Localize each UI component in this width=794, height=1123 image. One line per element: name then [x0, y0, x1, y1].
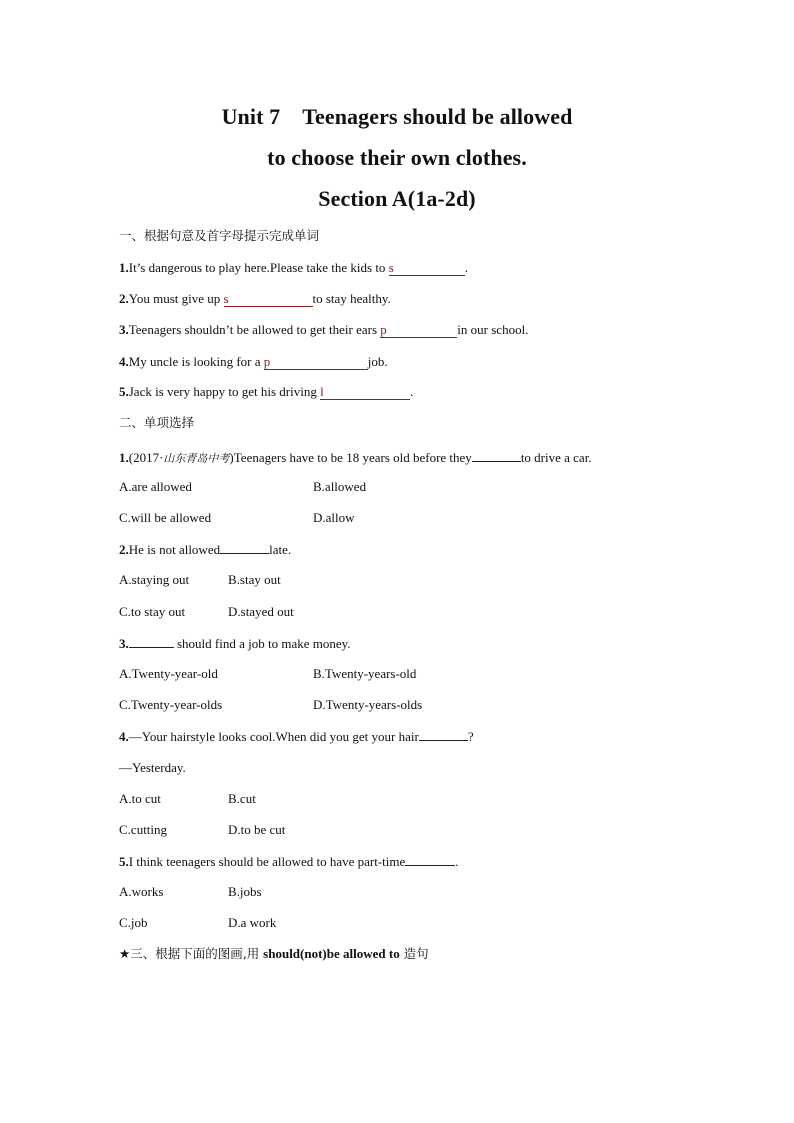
- item-number: 3.: [119, 322, 129, 337]
- source-close: ): [229, 450, 234, 465]
- option-d[interactable]: D.Twenty-years-olds: [313, 697, 423, 712]
- item-text-end: to stay healthy.: [312, 291, 391, 306]
- source-open: (2017·: [128, 450, 164, 465]
- option-a[interactable]: A.Twenty-year-old: [119, 666, 218, 681]
- question-text: He is not allowed: [128, 542, 221, 557]
- question-5: [119, 853, 459, 870]
- part1-item-5: [119, 384, 413, 400]
- question-number: 4.: [119, 729, 129, 744]
- part3-heading-cn-end: 造句: [399, 946, 429, 961]
- answer-blank[interactable]: [224, 292, 313, 307]
- part1-item-3: [119, 322, 528, 338]
- initial-letter-hint: l: [320, 384, 324, 399]
- part1-item-4: [119, 354, 388, 370]
- question-text-end: late.: [269, 542, 292, 557]
- question-text-end: to drive a car.: [520, 450, 592, 465]
- item-text-end: job.: [367, 354, 388, 369]
- answer-blank[interactable]: [419, 728, 468, 741]
- option-b[interactable]: B.allowed: [313, 479, 367, 494]
- item-text-end: .: [410, 384, 414, 399]
- option-a[interactable]: A.staying out: [119, 572, 190, 587]
- item-text: My uncle is looking for a: [128, 354, 264, 369]
- star-icon: ★: [119, 946, 131, 961]
- title-text-1: Teenagers should be allowed: [302, 104, 573, 129]
- answer-blank[interactable]: [264, 355, 368, 370]
- item-text-end: in our school.: [457, 322, 529, 337]
- item-text-end: .: [464, 260, 468, 275]
- option-c[interactable]: C.Twenty-year-olds: [119, 697, 223, 712]
- part3-heading-cn: 三、根据下面的图画,用: [130, 946, 264, 961]
- option-a[interactable]: A.are allowed: [119, 479, 192, 494]
- title-line-1: [0, 104, 794, 130]
- option-b[interactable]: B.cut: [228, 791, 256, 806]
- item-text: Jack is very happy to get his driving: [128, 384, 321, 399]
- part3-heading-en: should(not)be allowed to: [263, 946, 400, 961]
- item-number: 5.: [119, 384, 129, 399]
- answer-blank[interactable]: [129, 635, 174, 648]
- option-b[interactable]: B.jobs: [228, 884, 262, 899]
- option-a[interactable]: A.works: [119, 884, 164, 899]
- answer-blank[interactable]: [472, 449, 521, 462]
- unit-label: Unit 7: [221, 104, 281, 129]
- option-b[interactable]: B.Twenty-years-old: [313, 666, 417, 681]
- option-c[interactable]: C.cutting: [119, 822, 168, 837]
- part1-heading: 一、根据句意及首字母提示完成单词: [119, 228, 320, 243]
- initial-letter-hint: s: [223, 291, 229, 306]
- option-d[interactable]: D.to be cut: [228, 822, 286, 837]
- question-4: [119, 728, 474, 745]
- option-d[interactable]: D.allow: [313, 510, 355, 525]
- question-3: [119, 635, 351, 652]
- part1-item-1: [119, 260, 468, 276]
- option-c[interactable]: C.job: [119, 915, 148, 930]
- answer-blank[interactable]: [320, 385, 410, 400]
- question-text: —Your hairstyle looks cool.When did you get your hair: [128, 729, 419, 744]
- question-text: Teenagers have to be 18 years old before they: [233, 450, 472, 465]
- option-c[interactable]: C.will be allowed: [119, 510, 212, 525]
- question-text-end: .: [455, 854, 459, 869]
- question-2: [119, 541, 291, 558]
- item-text: It’s dangerous to play here.Please take the kids to: [128, 260, 389, 275]
- title-line-2: to choose their own clothes.: [267, 145, 527, 170]
- option-d[interactable]: D.stayed out: [228, 604, 294, 619]
- item-text: You must give up: [128, 291, 224, 306]
- initial-letter-hint: p: [380, 322, 387, 337]
- item-text: Teenagers shouldn’t be allowed to get their ears: [128, 322, 381, 337]
- question-text: should find a job to make money.: [173, 636, 351, 651]
- answer-blank[interactable]: [220, 541, 269, 554]
- answer-blank[interactable]: [380, 323, 457, 338]
- question-text-end: ?: [467, 729, 474, 744]
- option-c[interactable]: C.to stay out: [119, 604, 186, 619]
- item-number: 4.: [119, 354, 129, 369]
- question-1: [119, 449, 592, 467]
- part1-item-2: [119, 291, 391, 307]
- question-number: 5.: [119, 854, 129, 869]
- initial-letter-hint: s: [388, 260, 394, 275]
- item-number: 1.: [119, 260, 129, 275]
- option-d[interactable]: D.a work: [228, 915, 277, 930]
- initial-letter-hint: p: [263, 354, 271, 369]
- question-text: I think teenagers should be allowed to have part-time: [128, 854, 406, 869]
- option-b[interactable]: B.stay out: [228, 572, 281, 587]
- dialogue-reply: —Yesterday.: [119, 760, 186, 775]
- item-number: 2.: [119, 291, 129, 306]
- question-number: 3.: [119, 636, 129, 651]
- answer-blank[interactable]: [389, 261, 465, 276]
- exam-source: 山东青岛中考: [163, 452, 230, 465]
- answer-blank[interactable]: [405, 853, 455, 866]
- question-number: 2.: [119, 542, 129, 557]
- part3-heading: [119, 946, 429, 962]
- option-a[interactable]: A.to cut: [119, 791, 161, 806]
- question-number: 1.: [119, 450, 129, 465]
- section-title: Section A(1a-2d): [318, 186, 476, 211]
- part2-heading: 二、单项选择: [119, 415, 195, 430]
